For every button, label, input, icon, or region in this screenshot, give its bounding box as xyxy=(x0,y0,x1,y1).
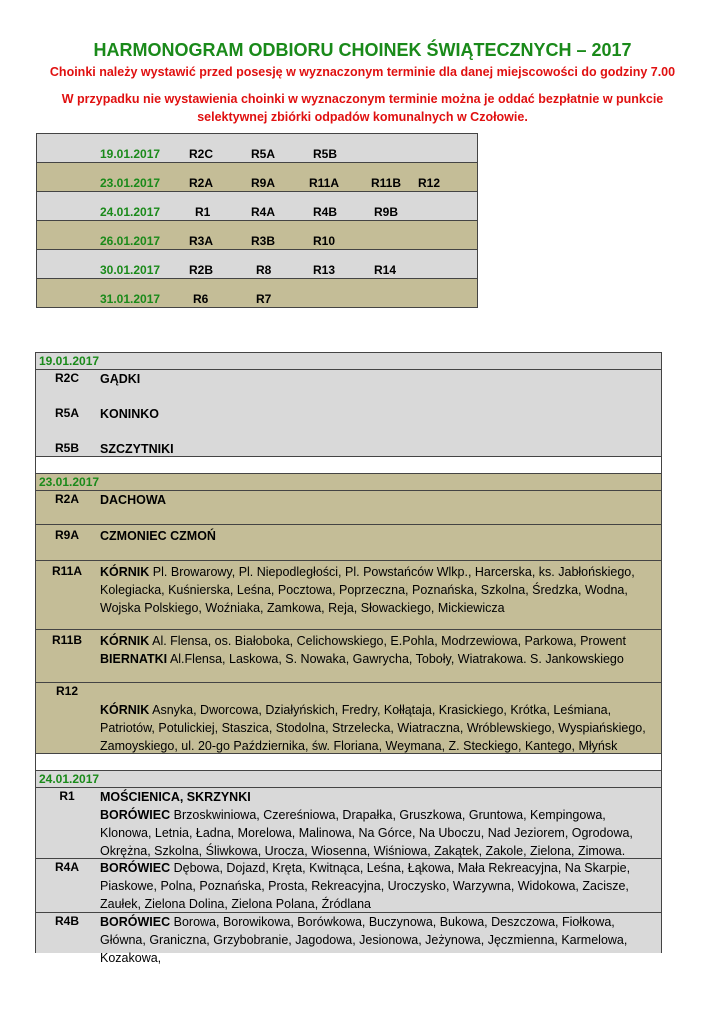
summary-code: R9A xyxy=(251,176,276,190)
summary-code: R11A xyxy=(309,176,340,190)
summary-code: R3A xyxy=(189,234,214,248)
route-row xyxy=(36,560,661,629)
summary-row xyxy=(37,278,477,307)
summary-code: R2A xyxy=(189,176,214,190)
summary-row xyxy=(37,220,477,249)
summary-code: R5B xyxy=(313,147,338,161)
summary-code: R12 xyxy=(418,176,441,190)
summary-code: R4B xyxy=(313,205,338,219)
route-code: R1 xyxy=(59,789,75,803)
summary-row xyxy=(37,162,477,191)
summary-code: R5A xyxy=(251,147,276,161)
alternative-note: W przypadku nie wystawienia choinki w wyznaczonym terminie można je oddać bezpłatnie w punkcie selektywnej zbiórki odpadów komunalnych w Czołowie. xyxy=(61,92,664,124)
route-streets: MOŚCIENICA, SKRZYNKI BORÓWIEC Brzoskwiniowa, Czereśniowa, Drapałka, Gruszkowa, Gruntowa, Kempingowa, Klonowa, Letnia, Ładna, Morelowa, Malinowa, Na Górce, Na Uboczu, Nad Jeziorem, Ogrodowa, Okrężna, Szkolna, Śliwkowa, Urocza, Wiosenna, Wiśniowa, Zakątek, Zakole, Zielona, Zimowa. xyxy=(100,790,633,858)
summary-code: R11B xyxy=(371,176,402,190)
summary-date: 23.01.2017 xyxy=(100,176,161,190)
summary-code: R1 xyxy=(195,205,211,219)
detail-table xyxy=(35,352,662,965)
route-streets: KÓRNIK Al. Flensa, os. Białoboka, Celichowskiego, E.Pohla, Modrzewiowa, Parkowa, Prowent BIERNATKI Al.Flensa, Laskowa, S. Nowaka, Gawrycha, Toboły, Wiatrakowa. S. Jankowskiego xyxy=(100,634,626,666)
route-code: R2C xyxy=(54,371,79,385)
date-header: 23.01.2017 xyxy=(36,473,661,490)
summary-row xyxy=(37,191,477,220)
route-streets: BORÓWIEC Dębowa, Dojazd, Kręta, Kwitnąca, Leśna, Łąkowa, Mała Rekreacyjna, Na Skarpie, Piaskowe, Polna, Poznańska, Prosta, Rekreacyjna, Uroczysko, Warzywna, Widokowa, Zacisze, Zaułek, Zielona Dolina, Zielona Polana, Źródlana xyxy=(100,861,631,911)
route-streets: KÓRNIK Asnyka, Dworcowa, Działyńskich, Fredry, Kołłątaja, Krasickiego, Krótka, Leśmiana, Patriotów, Potulickiej, Staszica, Stodolna, Strzelecka, Wiatraczna, Wróblewskiego, Wyspiańskiego, Zamoyskiego, ul. 20-go Października, św. Floriana, Weymana, Z. Steckiego, Kantego, Młyńsk xyxy=(100,703,646,753)
summary-code: R3B xyxy=(251,234,276,248)
route-row xyxy=(36,682,661,753)
route-place: SZCZYTNIKI xyxy=(100,442,174,456)
route-code: R5B xyxy=(54,441,79,455)
date-header: 19.01.2017 xyxy=(36,353,661,369)
route-code: R11B xyxy=(51,633,83,647)
route-place: GĄDKI xyxy=(100,372,141,386)
summary-row xyxy=(37,134,477,162)
summary-code: R14 xyxy=(374,263,397,277)
route-streets: KÓRNIK Pl. Browarowy, Pl. Niepodległości, Pl. Powstańców Wlkp., Harcerska, ks. Jabłońskiego, Kolegiacka, Kuśnierska, Leśna, Pocztowa, Poprzeczna, Poznańska, Szkolna, Średzka, Wodna, Wojska Polskiego, Woźniaka, Zamkowa, Reja, Słowackiego, Mickiewicza xyxy=(100,565,635,615)
page-title: HARMONOGRAM ODBIORU CHOINEK ŚWIĄTECZNYCH – 2017 xyxy=(93,40,632,60)
route-code: R11A xyxy=(51,564,83,578)
route-row xyxy=(36,524,661,560)
summary-code: R6 xyxy=(193,292,209,306)
summary-code: R2B xyxy=(189,263,214,277)
summary-date: 30.01.2017 xyxy=(100,263,161,277)
spacer-row xyxy=(36,753,661,770)
route-place: CZMONIEC CZMOŃ xyxy=(100,529,216,543)
route-code: R12 xyxy=(55,684,78,698)
route-row xyxy=(36,629,661,682)
summary-date: 26.01.2017 xyxy=(100,234,161,248)
spacer-row xyxy=(36,456,661,473)
summary-table xyxy=(36,133,478,308)
summary-code: R10 xyxy=(313,234,336,248)
summary-code: R9B xyxy=(374,205,399,219)
summary-date: 31.01.2017 xyxy=(100,292,161,306)
route-code: R2A xyxy=(54,492,79,506)
route-code: R5A xyxy=(54,406,79,420)
summary-code: R7 xyxy=(256,292,272,306)
summary-date: 24.01.2017 xyxy=(100,205,161,219)
route-row xyxy=(36,858,661,912)
route-streets: BORÓWIEC Borowa, Borowikowa, Borówkowa, Buczynowa, Bukowa, Deszczowa, Fiołkowa, Główna, Graniczna, Grzybobranie, Jagodowa, Jesionowa, Jeżynowa, Jęczmienna, Karmelowa, Kozakowa, xyxy=(100,915,628,965)
date-header: 24.01.2017 xyxy=(36,770,661,787)
route-row xyxy=(36,912,661,965)
deadline-note: Choinki należy wystawić przed posesję w wyznaczonym terminie dla danej miejscowości do godziny 7.00 xyxy=(49,65,676,79)
summary-date: 19.01.2017 xyxy=(100,147,161,161)
route-code: R9A xyxy=(54,528,79,542)
route-row xyxy=(36,490,661,524)
summary-code: R8 xyxy=(256,263,272,277)
summary-row xyxy=(37,249,477,278)
route-row xyxy=(36,787,661,858)
summary-code: R13 xyxy=(313,263,336,277)
route-place: DACHOWA xyxy=(100,493,166,507)
summary-code: R2C xyxy=(189,147,214,161)
summary-code: R4A xyxy=(251,205,276,219)
route-row xyxy=(36,369,661,456)
route-code: R4B xyxy=(54,914,79,928)
route-code: R4A xyxy=(54,860,79,874)
route-place: KONINKO xyxy=(100,407,160,421)
